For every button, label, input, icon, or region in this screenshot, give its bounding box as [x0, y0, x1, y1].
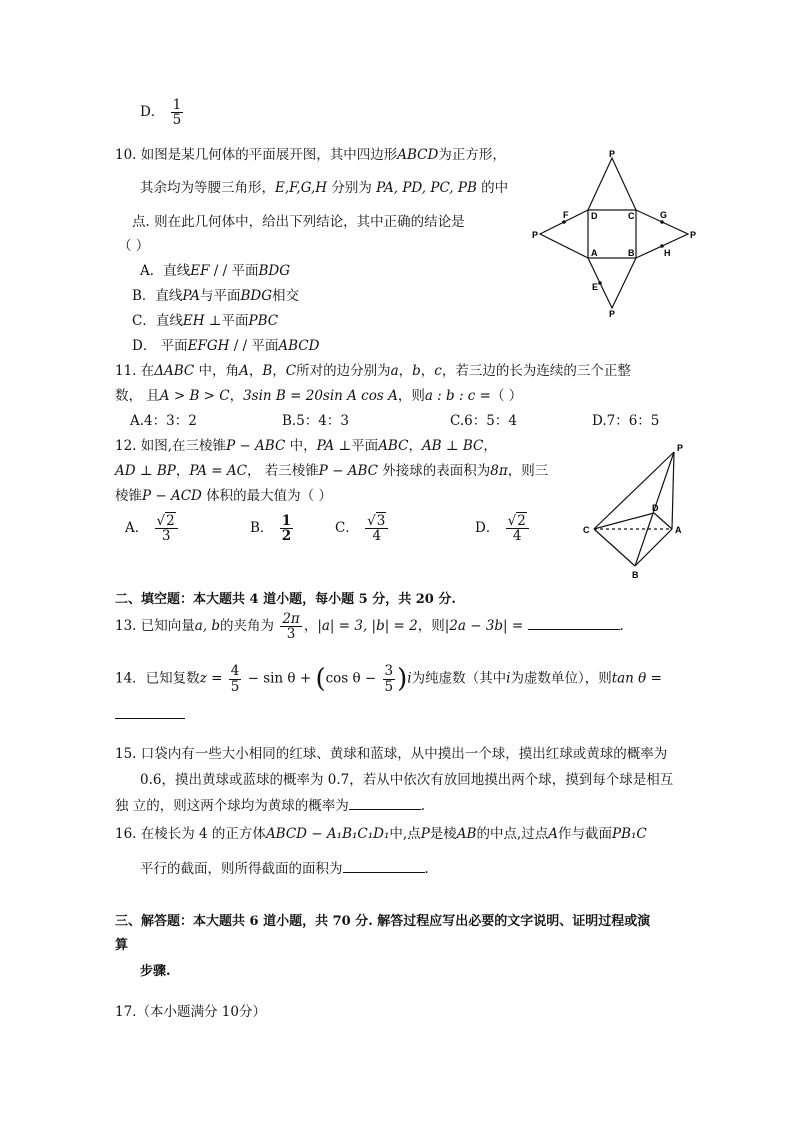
label-e: E: [592, 282, 599, 292]
q12-option-a: A． $\frac{√2}{3}$: [125, 514, 180, 543]
q10-option-d: D． 平面EFGH / / 平面ABCD: [132, 338, 320, 354]
label-b: B: [632, 570, 639, 580]
q12-stem-line3: 棱锥P − ACD 体积的最大值为（ ）: [115, 488, 332, 504]
point-f: [562, 220, 566, 224]
q12-option-c: C． $\frac{√3}{4}$: [335, 514, 390, 543]
fraction: $\frac{4}{5}$: [230, 663, 240, 695]
q10-option-b: B．直线PA与平面BDG相交: [132, 288, 300, 304]
q12-stem-line1: 12. 如图,在三棱锥P − ABC 中，PA ⊥平面ABC，AB ⊥ BC，: [115, 438, 497, 454]
q11-option-b: B.5：4：3: [282, 413, 349, 429]
q11-stem-line2: 数， 且A > B > C，3sin B = 20sin A cos A，则a : b : c =（ ）: [115, 388, 523, 404]
q15-line3: 独 立的，则这两个球均为黄球的概率为 .: [115, 798, 426, 814]
q10-net-figure: [530, 148, 700, 318]
q15-line1: 15. 口袋内有一些大小相同的红球、黄球和蓝球，从中摸出一个球，摸出红球或黄球的概率为: [115, 746, 668, 762]
label-a: A: [675, 525, 682, 535]
edge-ab: [635, 529, 672, 566]
q13: 13. 已知向量a, b的夹角为 $\frac{2\pi}{3}$ ，|a| = 3, |b| = 2，则|2a − 3b| = .: [115, 611, 624, 643]
q10-answer-paren: （ ）: [118, 238, 150, 254]
edge-pc: [594, 452, 674, 529]
section-3-line2: 算: [115, 938, 129, 953]
label-p: P: [677, 443, 684, 453]
answer-blank[interactable]: [528, 629, 620, 630]
q12-pyramid-figure: [580, 438, 690, 580]
fraction: $\frac{1}{2}$: [281, 513, 292, 545]
label-f: F: [563, 210, 569, 220]
answer-blank[interactable]: [349, 809, 421, 810]
label-h: H: [664, 248, 671, 258]
q12-option-b: B． $\frac{1}{2}$: [250, 513, 292, 545]
q15-line2: 0.6，摸出黄球或蓝球的概率为 0.7，若从中依次有放回地摸出两个球，摸到每个球是相互: [140, 772, 674, 788]
label-g: G: [660, 210, 668, 220]
label-p-right: P: [690, 230, 697, 240]
fraction: $\frac{√2}{4}$: [506, 514, 529, 543]
q17-title: 17.（本小题满分 10分）: [115, 1004, 266, 1020]
q10-stem-line1: 10. 如图是某几何体的平面展开图，其中四边形ABCD为正方形，: [115, 147, 506, 163]
q16-line2: 平行的截面，则所得截面的面积为 .: [140, 861, 429, 877]
q12-stem-line2: AD ⊥ BP，PA = AC， 若三棱锥P − ABC 外接球的表面积为8π，则三: [115, 463, 549, 479]
label-p-left: P: [532, 230, 539, 240]
q10-option-c: C．直线EH ⊥平面PBC: [132, 313, 279, 329]
label-p-bottom: P: [609, 309, 616, 318]
fraction: $\frac{3}{5}$: [384, 663, 394, 695]
q12-option-d: D． $\frac{√2}{4}$: [475, 514, 531, 543]
q11-stem-line1: 11. 在ΔABC 中，角A，B，C所对的边分别为a，b，c，若三边的长为连续的三个正整: [115, 363, 631, 379]
label-c: C: [583, 525, 590, 535]
q10-option-a: A．直线EF / / 平面BDG: [140, 263, 290, 279]
edge-cb: [594, 529, 635, 566]
q11-option-a: A.4：3：2: [130, 413, 197, 429]
q11-option-d: D.7：6：5: [592, 413, 660, 429]
q14: 14．已知复数z = $\frac{4}{5}$ − sin θ + (cos θ − $\frac{3}{5}$ )i为纯虚数（其中i为虚数单位），则tan θ =: [115, 663, 662, 695]
label-b: B: [628, 248, 635, 258]
point-e: [598, 281, 602, 285]
q16-line1: 16. 在棱长为 4 的正方体ABCD − A₁B₁C₁D₁中,点P是棱AB的中点,过点A作与截面PB₁C: [115, 826, 647, 842]
label-c: C: [628, 211, 635, 221]
triangle-top: [588, 158, 636, 210]
q10-stem-line3: 点. 则在此几何体中，给出下列结论，其中正确的结论是: [132, 214, 465, 230]
q9-option-d: D． $\frac{1}{5}$: [140, 97, 182, 129]
section-2-title: 二、填空题：本大题共 4 道小题，每小题 5 分，共 20 分.: [115, 592, 456, 607]
answer-blank[interactable]: [343, 872, 425, 873]
section-3-line3: 步骤.: [140, 964, 171, 979]
label-a: A: [591, 248, 598, 258]
fraction: $\frac{2\pi}{3}$: [282, 611, 300, 643]
q14-answer-blank[interactable]: [115, 718, 185, 719]
section-3-line1: 三、解答题：本大题共 6 道小题，共 70 分. 解答过程应写出必要的文字说明、证明过程或演: [115, 914, 651, 929]
segment-ad: [654, 513, 672, 529]
fraction: $\frac{1}{5}$: [172, 97, 182, 129]
fraction: $\frac{√2}{3}$: [155, 514, 178, 543]
q11-option-c: C.6：5：4: [450, 413, 517, 429]
fraction: $\frac{√3}{4}$: [365, 514, 388, 543]
point-g: [660, 220, 664, 224]
q10-stem-line2: 其余均为等腰三角形，E,F,G,H 分别为 PA, PD, PC, PB 的中: [140, 180, 509, 196]
label-p-top: P: [609, 149, 616, 159]
edge-pa: [672, 452, 674, 529]
label-d: D: [652, 503, 659, 513]
label-d: D: [591, 211, 598, 221]
